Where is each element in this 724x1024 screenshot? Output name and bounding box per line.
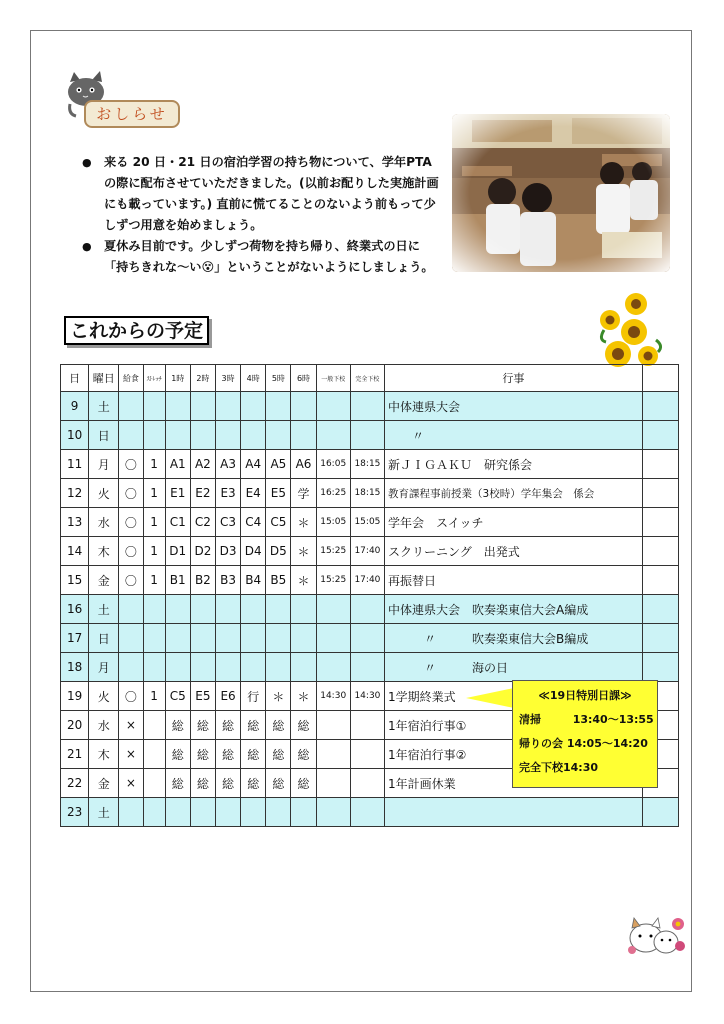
header-period-6: 6時 <box>291 365 316 392</box>
cell-weekday: 月 <box>89 653 119 682</box>
cell-weekday: 火 <box>89 682 119 711</box>
cell-dismissal-full: 14:30 <box>350 682 384 711</box>
cell-lunch: 〇 <box>119 479 143 508</box>
header-events: 行事 <box>385 365 643 392</box>
cell-extra <box>642 508 678 537</box>
cell-dismissal-general: 15:25 <box>316 566 350 595</box>
cell-period-4 <box>241 392 266 421</box>
header-dismissal-full: 完全下校 <box>350 365 384 392</box>
cell-period-6: 総 <box>291 769 316 798</box>
cell-dismissal-full: 17:40 <box>350 566 384 595</box>
cell-period-6 <box>291 392 316 421</box>
cell-period-2 <box>190 798 215 827</box>
special-schedule-callout <box>512 680 658 788</box>
notice-label: おしらせ <box>84 100 180 128</box>
cell-period-2: E2 <box>190 479 215 508</box>
cell-weekday: 日 <box>89 421 119 450</box>
cell-day: 11 <box>61 450 89 479</box>
header-lunch: 給食 <box>119 365 143 392</box>
cell-day: 12 <box>61 479 89 508</box>
cell-period-5 <box>266 421 291 450</box>
notice-item: ● 夏休み目前です。少しずつ荷物を持ち帰り、終業式の日に「持ちきれな〜い😵」ということがないようにしましょう。 <box>82 236 442 278</box>
header-period-3: 3時 <box>215 365 240 392</box>
cell-day: 22 <box>61 769 89 798</box>
cell-dismissal-general: 16:05 <box>316 450 350 479</box>
cell-dismissal-general <box>316 769 350 798</box>
cell-period-4: A4 <box>241 450 266 479</box>
cell-event: 学年会 スイッチ <box>385 508 643 537</box>
cell-period-3: 総 <box>215 740 240 769</box>
cell-extra <box>642 450 678 479</box>
cell-weekday: 火 <box>89 479 119 508</box>
cell-dismissal-general: 16:25 <box>316 479 350 508</box>
header-period-1: 1時 <box>165 365 190 392</box>
cell-period-2 <box>190 595 215 624</box>
cell-day: 18 <box>61 653 89 682</box>
cell-period-3: B3 <box>215 566 240 595</box>
cell-period-1: B1 <box>165 566 190 595</box>
cell-lunch <box>119 595 143 624</box>
table-row <box>61 537 679 566</box>
cell-period-2: B2 <box>190 566 215 595</box>
cell-day: 13 <box>61 508 89 537</box>
cell-period-1: A1 <box>165 450 190 479</box>
cell-event: 〃 海の日 <box>385 653 643 682</box>
cell-dismissal-general <box>316 595 350 624</box>
cell-extra <box>642 624 678 653</box>
cell-dismissal-general <box>316 711 350 740</box>
cell-period-5 <box>266 624 291 653</box>
cell-dismissal-general: 14:30 <box>316 682 350 711</box>
cell-period-5: 総 <box>266 740 291 769</box>
cell-period-3: E3 <box>215 479 240 508</box>
cell-period-4: 総 <box>241 711 266 740</box>
cell-weekday: 月 <box>89 450 119 479</box>
cell-period-2 <box>190 421 215 450</box>
cell-weekday: 土 <box>89 392 119 421</box>
cell-period-2 <box>190 653 215 682</box>
cell-period-2: 総 <box>190 711 215 740</box>
cell-period-5: E5 <box>266 479 291 508</box>
cell-stretch: 1 <box>143 566 165 595</box>
cell-weekday: 金 <box>89 769 119 798</box>
cell-period-3: E6 <box>215 682 240 711</box>
cell-period-1 <box>165 798 190 827</box>
cell-period-4: 行 <box>241 682 266 711</box>
cell-stretch: 1 <box>143 682 165 711</box>
cell-period-4 <box>241 595 266 624</box>
cell-stretch <box>143 421 165 450</box>
cell-dismissal-full: 17:40 <box>350 537 384 566</box>
table-row <box>61 450 679 479</box>
cell-event <box>385 798 643 827</box>
cell-extra <box>642 479 678 508</box>
cell-event: 教育課程事前授業（3校時）学年集会 係会 <box>385 479 643 508</box>
cell-dismissal-full <box>350 653 384 682</box>
header-stretch: ｽﾄﾚｯﾁ <box>143 365 165 392</box>
cell-weekday: 金 <box>89 566 119 595</box>
cell-dismissal-general: 15:05 <box>316 508 350 537</box>
cell-period-1: 総 <box>165 711 190 740</box>
cell-dismissal-general <box>316 798 350 827</box>
cell-period-3: 総 <box>215 711 240 740</box>
cell-weekday: 木 <box>89 537 119 566</box>
cell-day: 19 <box>61 682 89 711</box>
cell-period-4: C4 <box>241 508 266 537</box>
cell-day: 17 <box>61 624 89 653</box>
cell-period-6 <box>291 624 316 653</box>
table-header-row <box>61 365 679 392</box>
cell-stretch <box>143 392 165 421</box>
cell-event: 1年計画休業 <box>385 769 643 798</box>
table-row <box>61 653 679 682</box>
cell-period-5 <box>266 653 291 682</box>
cell-dismissal-general: 15:25 <box>316 537 350 566</box>
cell-lunch: 〇 <box>119 537 143 566</box>
header-weekday: 曜日 <box>89 365 119 392</box>
notice-list <box>82 152 442 278</box>
cell-event: 1年宿泊行事① <box>385 711 643 740</box>
cell-period-5: B5 <box>266 566 291 595</box>
cell-period-2: 総 <box>190 769 215 798</box>
section-title: これからの予定 <box>64 316 209 345</box>
cell-event: スクリーニング 出発式 <box>385 537 643 566</box>
cell-stretch <box>143 624 165 653</box>
cell-day: 16 <box>61 595 89 624</box>
cell-dismissal-general <box>316 653 350 682</box>
cell-period-1: E1 <box>165 479 190 508</box>
cell-period-1 <box>165 653 190 682</box>
cell-stretch: 1 <box>143 479 165 508</box>
cell-period-5 <box>266 392 291 421</box>
cell-period-2 <box>190 624 215 653</box>
cell-extra <box>642 537 678 566</box>
cell-period-2: C2 <box>190 508 215 537</box>
table-row <box>61 798 679 827</box>
cell-period-6: 総 <box>291 711 316 740</box>
cats-illustration <box>624 906 688 958</box>
cell-period-3: A3 <box>215 450 240 479</box>
cell-period-5: A5 <box>266 450 291 479</box>
cell-period-6: 学 <box>291 479 316 508</box>
cell-stretch <box>143 769 165 798</box>
cell-period-5: ＊ <box>266 682 291 711</box>
cell-period-6: ＊ <box>291 566 316 595</box>
callout-title: ≪19日特別日課≫ <box>538 689 632 702</box>
header-dismissal-general: 一般下校 <box>316 365 350 392</box>
cell-period-6: A6 <box>291 450 316 479</box>
cell-lunch: 〇 <box>119 508 143 537</box>
cell-day: 14 <box>61 537 89 566</box>
cell-weekday: 水 <box>89 711 119 740</box>
cell-period-5: D5 <box>266 537 291 566</box>
cell-lunch: × <box>119 711 143 740</box>
cell-weekday: 水 <box>89 508 119 537</box>
cell-stretch <box>143 653 165 682</box>
table-row <box>61 624 679 653</box>
cell-event: 中体連県大会 <box>385 392 643 421</box>
cell-weekday: 日 <box>89 624 119 653</box>
cell-period-6: ＊ <box>291 682 316 711</box>
cell-day: 21 <box>61 740 89 769</box>
cell-period-1: C5 <box>165 682 190 711</box>
cell-stretch: 1 <box>143 508 165 537</box>
cell-period-4 <box>241 798 266 827</box>
cell-event: 〃 吹奏楽東信大会B編成 <box>385 624 643 653</box>
cell-period-4 <box>241 653 266 682</box>
callout-dismissal: 完全下校14:30 <box>519 761 599 774</box>
cell-dismissal-full <box>350 740 384 769</box>
callout-cleaning-label: 清掃 <box>519 713 541 726</box>
table-row <box>61 508 679 537</box>
cell-lunch <box>119 392 143 421</box>
cell-period-3 <box>215 421 240 450</box>
cell-dismissal-full <box>350 421 384 450</box>
cell-stretch: 1 <box>143 450 165 479</box>
callout-cleaning <box>519 711 654 727</box>
cell-period-6: ＊ <box>291 537 316 566</box>
cell-period-3: C3 <box>215 508 240 537</box>
cell-period-4: 総 <box>241 740 266 769</box>
cell-period-2 <box>190 392 215 421</box>
table-row <box>61 566 679 595</box>
cell-day: 20 <box>61 711 89 740</box>
cell-dismissal-full <box>350 798 384 827</box>
cell-day: 10 <box>61 421 89 450</box>
cell-period-3 <box>215 798 240 827</box>
cell-lunch: 〇 <box>119 682 143 711</box>
cell-extra <box>642 566 678 595</box>
cell-period-3 <box>215 595 240 624</box>
header-period-5: 5時 <box>266 365 291 392</box>
cell-period-1: 総 <box>165 740 190 769</box>
cell-period-6 <box>291 653 316 682</box>
cell-period-1: 総 <box>165 769 190 798</box>
cell-period-2: D2 <box>190 537 215 566</box>
cell-lunch <box>119 653 143 682</box>
sunflower-illustration <box>596 290 666 372</box>
cell-period-5 <box>266 798 291 827</box>
classroom-photo <box>452 114 670 272</box>
callout-cleaning-time: 13:40〜13:55 <box>572 713 654 726</box>
cell-period-3 <box>215 624 240 653</box>
cell-period-4 <box>241 624 266 653</box>
cell-period-3: 総 <box>215 769 240 798</box>
cell-period-1 <box>165 392 190 421</box>
cell-lunch <box>119 624 143 653</box>
callout-pointer <box>466 688 514 708</box>
cell-period-6 <box>291 798 316 827</box>
cell-period-2: E5 <box>190 682 215 711</box>
cell-event: 新ＪＩＧＡＫＵ 研究係会 <box>385 450 643 479</box>
cell-day: 9 <box>61 392 89 421</box>
cell-extra <box>642 595 678 624</box>
cell-weekday: 土 <box>89 798 119 827</box>
cell-period-4: B4 <box>241 566 266 595</box>
cell-period-5: 総 <box>266 769 291 798</box>
cell-dismissal-general <box>316 624 350 653</box>
cell-period-6 <box>291 595 316 624</box>
cell-lunch <box>119 421 143 450</box>
cell-dismissal-full <box>350 711 384 740</box>
cell-lunch: 〇 <box>119 566 143 595</box>
cell-period-6: ＊ <box>291 508 316 537</box>
header-period-2: 2時 <box>190 365 215 392</box>
cell-dismissal-general <box>316 392 350 421</box>
cell-period-2: A2 <box>190 450 215 479</box>
table-row <box>61 595 679 624</box>
cell-period-1: D1 <box>165 537 190 566</box>
cell-dismissal-full: 18:15 <box>350 450 384 479</box>
cell-event: 再振替日 <box>385 566 643 595</box>
cell-period-3: D3 <box>215 537 240 566</box>
cell-period-4: D4 <box>241 537 266 566</box>
cell-lunch <box>119 798 143 827</box>
cell-day: 23 <box>61 798 89 827</box>
cell-event: 1年宿泊行事② <box>385 740 643 769</box>
cell-extra <box>642 421 678 450</box>
cell-lunch: × <box>119 769 143 798</box>
cell-stretch <box>143 798 165 827</box>
table-row <box>61 479 679 508</box>
cell-period-2: 総 <box>190 740 215 769</box>
cell-extra <box>642 798 678 827</box>
header-period-4: 4時 <box>241 365 266 392</box>
cell-stretch <box>143 711 165 740</box>
cell-event: 〃 <box>385 421 643 450</box>
cell-dismissal-general <box>316 421 350 450</box>
cell-dismissal-full <box>350 769 384 798</box>
cell-dismissal-full <box>350 595 384 624</box>
cell-extra <box>642 392 678 421</box>
cell-lunch: 〇 <box>119 450 143 479</box>
cell-period-6: 総 <box>291 740 316 769</box>
cell-period-4: E4 <box>241 479 266 508</box>
cell-dismissal-full: 18:15 <box>350 479 384 508</box>
callout-homeroom: 帰りの会 14:05〜14:20 <box>519 737 648 750</box>
cell-stretch: 1 <box>143 537 165 566</box>
cell-stretch <box>143 740 165 769</box>
notice-item: ● 来る 20 日・21 日の宿泊学習の持ち物について、学年PTA の際に配布させていただきました。(以前お配りした実施計画にも載っています。) 直前に慌てることのないよう前もって少しずつ用意を始めましょう。 <box>82 152 442 236</box>
cell-event: 中体連県大会 吹奏楽東信大会A編成 <box>385 595 643 624</box>
table-row <box>61 392 679 421</box>
table-row <box>61 421 679 450</box>
cell-period-3 <box>215 653 240 682</box>
cell-period-5 <box>266 595 291 624</box>
cell-stretch <box>143 595 165 624</box>
cell-period-3 <box>215 392 240 421</box>
cell-dismissal-full <box>350 392 384 421</box>
cell-period-1 <box>165 624 190 653</box>
cell-extra <box>642 653 678 682</box>
cell-dismissal-general <box>316 740 350 769</box>
cell-weekday: 土 <box>89 595 119 624</box>
cell-period-4: 総 <box>241 769 266 798</box>
cell-dismissal-full: 15:05 <box>350 508 384 537</box>
cell-period-4 <box>241 421 266 450</box>
cell-day: 15 <box>61 566 89 595</box>
cell-weekday: 木 <box>89 740 119 769</box>
header-day: 日 <box>61 365 89 392</box>
cell-period-5: C5 <box>266 508 291 537</box>
header-extra <box>642 365 678 392</box>
cell-period-1 <box>165 421 190 450</box>
cell-period-1 <box>165 595 190 624</box>
cell-period-1: C1 <box>165 508 190 537</box>
cell-lunch: × <box>119 740 143 769</box>
cell-dismissal-full <box>350 624 384 653</box>
cell-period-5: 総 <box>266 711 291 740</box>
cell-event: 1学期終業式 <box>385 682 643 711</box>
cell-period-6 <box>291 421 316 450</box>
